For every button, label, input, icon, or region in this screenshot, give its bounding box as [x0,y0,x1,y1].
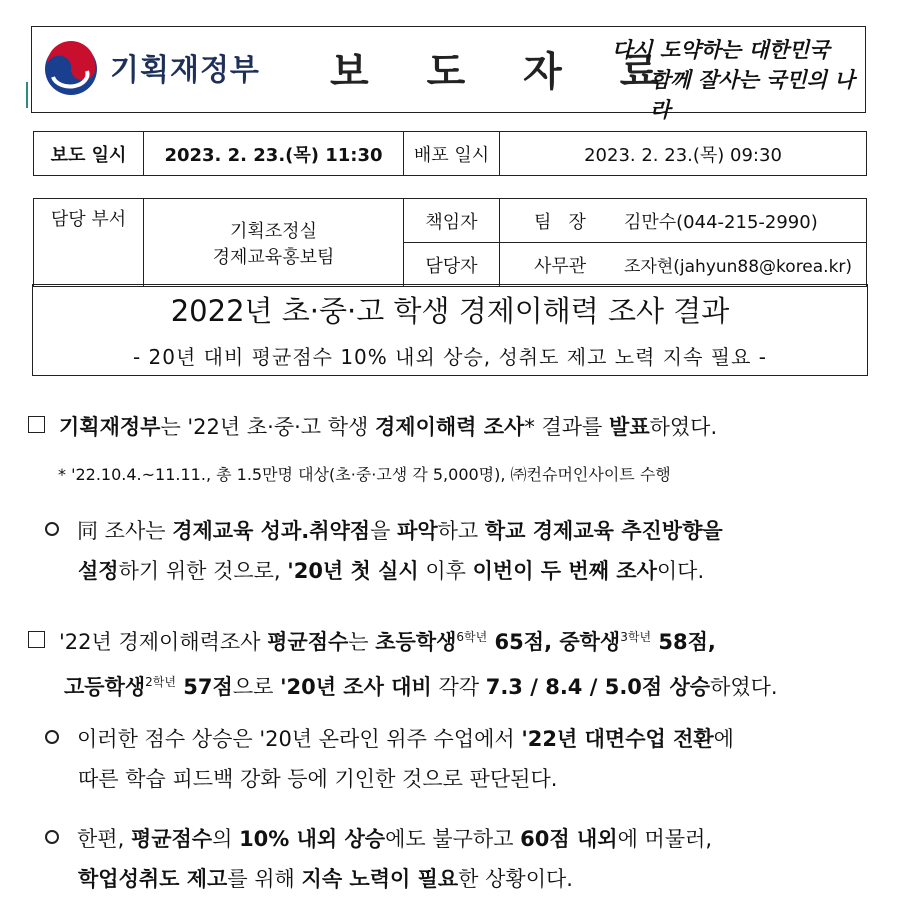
paragraph-1 [28,407,873,447]
paragraph-2 [45,511,875,591]
p3-text-l: 7.3 / 8.4 / 5.0점 상승 [485,675,711,699]
p3-sup-g: 2학년 [145,675,176,689]
distribution-time-label: 배포 일시 [404,132,500,176]
department-label: 담당 부서 [34,199,144,287]
p3-text-d: 초등학생 [375,630,457,654]
p2-text-l: 이다. [656,559,705,583]
p4-text-c: 에 [713,727,734,751]
p2-text-c: 을 [370,519,398,543]
p3-text-m: 하였다. [710,675,778,699]
p5-text-e: 에도 불구하고 [385,827,521,851]
release-title: 보 도 자 료 [330,49,681,95]
p5-text-i: 를 위해 [227,867,302,891]
p1-text-2: * 결과를 [524,415,610,439]
staff-name: 조자현(jahyun88@korea.kr) [624,256,853,277]
p3-text-i: 으로 [232,675,281,699]
department-line-2: 경제교육홍보팀 [212,246,335,268]
p3-text-a: '22년 경제이해력조사 [59,630,268,654]
p2-text-j: 이후 [418,559,473,583]
p4-text-a: 이러한 점수 상승은 '20년 온라인 위주 수업에서 [77,727,522,751]
paragraph-3 [28,617,873,707]
circle-bullet-icon [45,522,59,536]
staff-value [500,243,867,287]
p3-text-c: 는 [348,630,376,654]
paragraph-4 [45,719,875,799]
footnote: * '22.10.4.~11.11., 총 1.5만명 대상(초·중·고생 각 5,000명), ㈜컨슈머인사이트 수행 [58,465,671,484]
p3-text-e: 65점, 중학생 [487,630,621,654]
p2-text-i: '20년 첫 실시 [287,559,419,583]
checkbox-bullet-icon [28,416,45,433]
p1-announce: 발표 [609,415,650,439]
contact-table [33,198,867,287]
p2-text-k: 이번이 두 번째 조사 [472,559,657,583]
circle-bullet-icon [45,730,59,744]
p4-text-d: 따른 학습 피드백 강화 등에 기인한 것으로 판단된다. [78,767,558,791]
p3-sup-d: 6학년 [456,630,488,644]
slogan [612,35,862,125]
staff-label: 담당자 [404,243,500,287]
responsible-label: 책임자 [404,199,500,243]
distribution-time-value: 2023. 2. 23.(목) 09:30 [500,132,867,176]
p5-text-h: 학업성취도 제고 [78,867,228,891]
p5-text-b: 평균점수 [130,827,213,851]
responsible-title: 팀 장 [534,211,586,233]
p2-text-b: 경제교육 성과.취약점 [172,519,371,543]
p2-text-f: 학교 경제교육 추진방향을 [484,519,723,543]
p5-text-f: 60점 내외 [520,827,618,851]
p3-text-j: '20년 조사 대비 [280,675,432,699]
staff-title: 사무관 [534,255,587,277]
accent-bar [26,82,28,108]
p5-text-c: 의 [212,827,240,851]
slogan-line-2: 함께 잘사는 국민의 나라 [650,67,855,122]
p1-ministry: 기획재정부 [59,415,161,439]
release-time-table [33,131,867,176]
slogan-line-1: 다시 도약하는 대한민국 [612,37,830,62]
main-title: 2022년 초·중·고 학생 경제이해력 조사 결과 [170,294,730,328]
department-value [144,199,404,287]
p3-text-b: 평균점수 [267,630,349,654]
department-line-1: 기획조정실 [230,220,317,242]
p2-text-e: 하고 [437,519,485,543]
p3-text-g: 고등학생 [64,675,146,699]
release-time-value: 2023. 2. 23.(목) 11:30 [144,132,404,176]
p2-text-a: 同 조사는 [77,519,173,543]
p2-text-d: 파악 [397,519,438,543]
p2-text-h: 하기 위한 것으로, [118,559,288,583]
p2-text-g: 설정 [78,559,119,583]
responsible-value [500,199,867,243]
p3-text-f: 58점, [651,630,716,654]
p5-text-d: 10% 내외 상승 [239,827,386,851]
release-time-label: 보도 일시 [34,132,144,176]
p4-text-b: '22년 대면수업 전환 [521,727,714,751]
p3-sup-e: 3학년 [620,630,652,644]
checkbox-bullet-icon [28,631,45,648]
p5-text-j: 지속 노력이 필요 [301,867,459,891]
p3-text-h: 57점 [175,675,233,699]
circle-bullet-icon [45,830,59,844]
p1-end: 하였다. [649,415,718,439]
sub-title: - 20년 대비 평균점수 10% 내외 상승, 성취도 제고 노력 지속 필요 - [132,345,768,369]
p3-text-k: 각각 [431,675,486,699]
paragraph-5 [45,819,875,899]
p5-text-a: 한편, [77,827,131,851]
p5-text-k: 한 상황이다. [458,867,573,891]
ministry-name: 기획재정부 [110,53,260,88]
p1-survey: 경제이해력 조사 [375,415,525,439]
responsible-name: 김만수(044-215-2990) [624,211,818,233]
p1-text: 는 '22년 초·중·고 학생 [160,415,375,439]
taegeuk-emblem-icon [43,41,99,97]
p5-text-g: 에 머물러, [617,827,713,851]
